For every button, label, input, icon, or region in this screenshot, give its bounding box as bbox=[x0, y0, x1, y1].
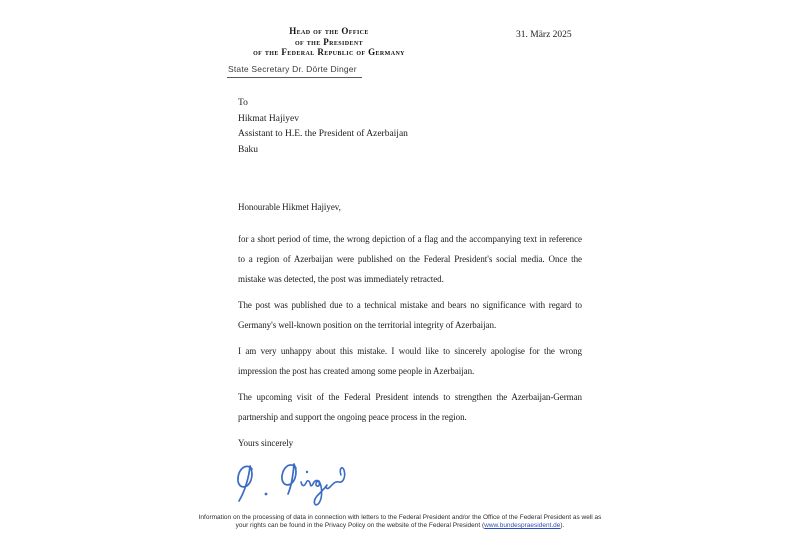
letter-paragraph-4: The upcoming visit of the Federal President intends to strengthen the Azerbaijan-German partnership and support the ongoing peace process in the region. bbox=[238, 392, 582, 422]
salutation: Honourable Hikmet Hajiyev, bbox=[238, 202, 341, 212]
footer-privacy-note bbox=[0, 514, 800, 530]
recipient-line-city: Baku bbox=[238, 144, 259, 155]
letter-paragraph-2: The post was published due to a technical mistake and bears no significance with regard to Germany's well-known position on the territorial integrity of Azerbaijan. bbox=[238, 300, 582, 330]
signature-stroke-initial bbox=[238, 466, 252, 501]
footer-line-2-prefix: your rights can be found in the Privacy Policy on the website of the Federal President ( bbox=[235, 522, 485, 529]
letter-body bbox=[238, 197, 582, 516]
secretary-name: State Secretary Dr. Dörte Dinger bbox=[227, 64, 362, 78]
letter-paragraph-1: for a short period of time, the wrong depiction of a flag and the accompanying text in reference to a region of Azerbaijan were published on the Federal President's social media. Once the mistake was detected, the post was immediately retracted. bbox=[238, 234, 582, 284]
signature-block bbox=[230, 455, 582, 516]
signature-handwriting bbox=[230, 455, 380, 509]
letter-date: 31. März 2025 bbox=[516, 30, 572, 40]
signature-stroke-capital-d bbox=[282, 464, 296, 494]
footer-line-2 bbox=[0, 522, 800, 530]
secretary-name-block bbox=[227, 59, 362, 78]
recipient-line-name: Hikmat Hajiyev bbox=[238, 113, 299, 124]
letterhead-line-2: of the President bbox=[294, 36, 364, 47]
letterhead-line-3: of the Federal Republic of Germany bbox=[253, 47, 405, 57]
letterhead-line-1: Head of the Office bbox=[289, 26, 369, 36]
recipient-line-title: Assistant to H.E. the President of Azerbaijan bbox=[238, 129, 408, 139]
signature-i-dot bbox=[306, 471, 308, 473]
footer-line-1: Information on the processing of data in connection with letters to the Federal President and/or the Office of the Federal President as well as bbox=[198, 514, 602, 521]
letterhead bbox=[203, 26, 455, 58]
recipient-address bbox=[238, 96, 408, 158]
signature-stroke-inger bbox=[301, 468, 345, 505]
recipient-line-to: To bbox=[238, 98, 248, 108]
closing-valediction: Yours sincerely bbox=[238, 438, 294, 448]
privacy-policy-link[interactable]: www.bundespraesident.de bbox=[484, 522, 561, 529]
signature-period-dot bbox=[265, 493, 268, 496]
letter-paragraph-3: I am very unhappy about this mistake. I would like to sincerely apologise for the wrong impression the post has created among some people in Azerbaijan. bbox=[238, 346, 582, 376]
footer-line-2-suffix: ). bbox=[560, 522, 565, 529]
